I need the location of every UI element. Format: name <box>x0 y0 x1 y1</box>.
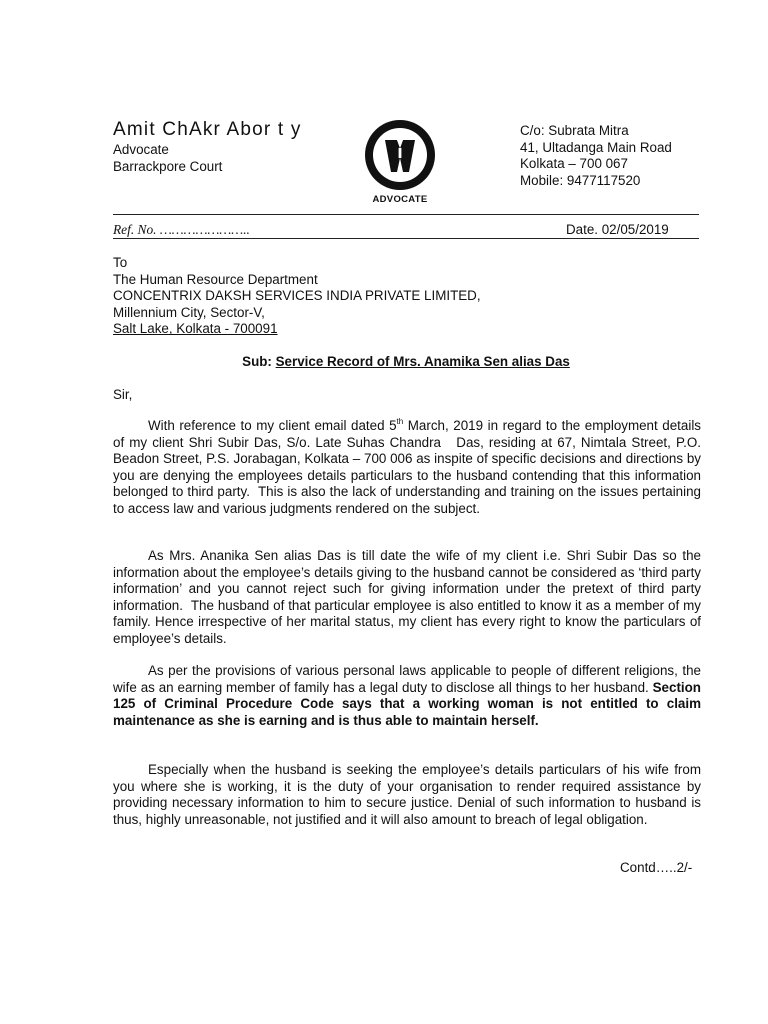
paragraph-3-text: As per the provisions of various personal laws applicable to people of different religions, the wife as an earning member of family has a legal duty to disclose all things to her husband. <box>113 663 701 695</box>
paragraph-3-bold: Section 125 of Criminal Procedure Code says that a working woman is not entitled to claim maintenance as she is earning and is thus able to maintain herself. <box>113 679 701 728</box>
recipient-department: The Human Resource Department <box>113 271 318 287</box>
advocate-name: Amit ChAkr Abor t y <box>113 119 302 140</box>
subject-prefix: Sub: <box>242 354 276 369</box>
paragraph-1 <box>113 418 701 518</box>
letter-date: Date. 02/05/2019 <box>566 222 669 237</box>
logo-label: ADVOCATE <box>372 194 428 205</box>
subject-line <box>113 354 699 371</box>
city-address: Kolkata – 700 067 <box>520 156 628 172</box>
ref-number: Ref. No. ………………….. <box>113 222 250 237</box>
advocate-emblem-icon <box>363 118 437 192</box>
contact-block <box>520 123 672 189</box>
advocate-logo <box>360 118 440 205</box>
recipient-city: Salt Lake, Kolkata - 700091 <box>113 321 278 337</box>
paragraph-3 <box>113 663 701 729</box>
recipient-to: To <box>113 255 128 270</box>
paragraph-1-text-b: March, 2019 in regard to the employment details of my client Shri Subir Das, S/o. Late Suhas Chandra Das, residing at 67, Nimtala Street, P.O. Beadon Street, P.S. Jorabagan, Kolkata – 700 006 as inspite of specific decisions and directions by you are denying the employees details particulars to the husband contending that this information belonged to third party. This is also the lack of understanding and training on the issues pertaining to access law and various judgments rendered on the subject. <box>113 418 701 516</box>
paragraph-2: As Mrs. Ananika Sen alias Das is till date the wife of my client i.e. Shri Subir Das so the information about the employee’s details giving to the husband cannot be considered as ‘third party information’ and you cannot reject such for giving information under the pretext of third party information. The husband of that particular employee is also entitled to know it as a member of my family. Hence irrespective of her marital status, my client has every right to know the particulars of employee’s details. <box>113 548 701 646</box>
advocate-court: Barrackpore Court <box>113 158 223 174</box>
header-rule-bottom <box>113 238 699 239</box>
care-of: C/o: Subrata Mitra <box>520 123 629 138</box>
street-address: 41, Ultadanga Main Road <box>520 139 672 155</box>
ordinal-suffix: th <box>396 416 404 426</box>
paragraph-4: Especially when the husband is seeking the employee’s details particulars of his wife from you where she is working, it is the duty of your organisation to render required assistance by providing necessary information to him to secure justice. Denial of such information to husband is thus, highly unreasonable, not justified and it will also amount to breach of legal obligation. <box>113 762 701 827</box>
recipient-address <box>113 255 481 338</box>
subject-text: Service Record of Mrs. Anamika Sen alias Das <box>275 354 570 369</box>
mobile-number: Mobile: 9477117520 <box>520 172 641 188</box>
paragraph-1-text-a: With reference to my client email dated 5 <box>148 418 397 433</box>
recipient-area: Millennium City, Sector-V, <box>113 304 265 320</box>
advocate-details <box>113 142 222 175</box>
continued-marker: Contd…..2/- <box>620 860 693 875</box>
salutation: Sir, <box>113 387 133 402</box>
advocate-title: Advocate <box>113 142 169 157</box>
recipient-company: CONCENTRIX DAKSH SERVICES INDIA PRIVATE LIMITED, <box>113 288 481 304</box>
header-rule-top <box>113 214 699 215</box>
